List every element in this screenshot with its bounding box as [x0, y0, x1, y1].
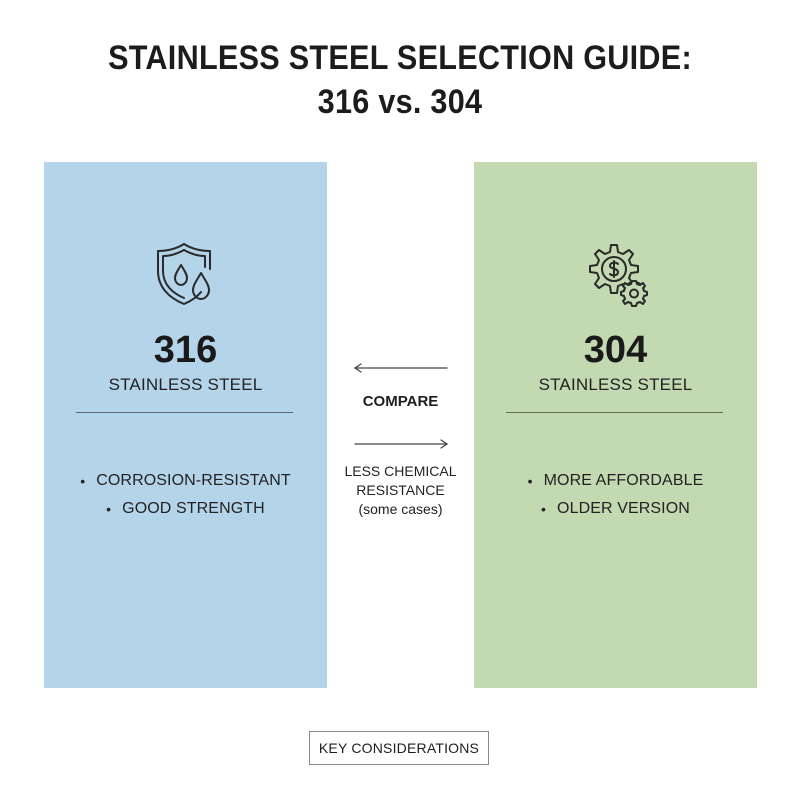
arrow-left-icon — [353, 362, 449, 374]
subtitle-316: STAINLESS STEEL — [108, 375, 263, 394]
panel-316 — [44, 162, 327, 688]
feature-label: MORE AFFORDABLE — [543, 472, 704, 489]
features-304 — [474, 467, 757, 523]
feature-label: GOOD STRENGTH — [122, 500, 265, 517]
bullet-icon: • — [527, 473, 533, 489]
bullet-icon: • — [80, 473, 86, 489]
title-line-2: 316 vs. 304 — [317, 83, 483, 121]
subtitle-304: STAINLESS STEEL — [538, 375, 693, 394]
divider-316 — [76, 412, 293, 413]
feature-item — [474, 495, 757, 523]
feature-label: OLDER VERSION — [557, 500, 690, 517]
feature-label: CORROSION-RESISTANT — [96, 472, 291, 489]
bullet-icon: • — [541, 501, 547, 517]
features-316 — [44, 467, 327, 523]
compare-note — [327, 462, 474, 519]
compare-label: COMPARE — [362, 393, 439, 410]
panel-304 — [474, 162, 757, 688]
bullet-icon: • — [106, 501, 112, 517]
note-line-3: (some cases) — [358, 501, 443, 517]
feature-item — [44, 495, 327, 523]
title-line-1: STAINLESS STEEL SELECTION GUIDE: — [108, 39, 692, 77]
page-title — [40, 36, 760, 124]
note-line-2: RESISTANCE — [356, 482, 445, 498]
key-considerations-button[interactable]: KEY CONSIDERATIONS — [309, 731, 489, 765]
note-line-1: LESS CHEMICAL — [344, 463, 457, 479]
feature-item — [474, 467, 757, 495]
grade-304: 304 — [583, 329, 648, 371]
arrow-right-icon — [353, 438, 449, 450]
compare-section — [327, 162, 474, 688]
grade-316: 316 — [153, 329, 218, 371]
shield-droplet-icon — [151, 239, 221, 309]
gear-dollar-icon — [581, 239, 651, 309]
feature-item — [44, 467, 327, 495]
divider-304 — [506, 412, 723, 413]
